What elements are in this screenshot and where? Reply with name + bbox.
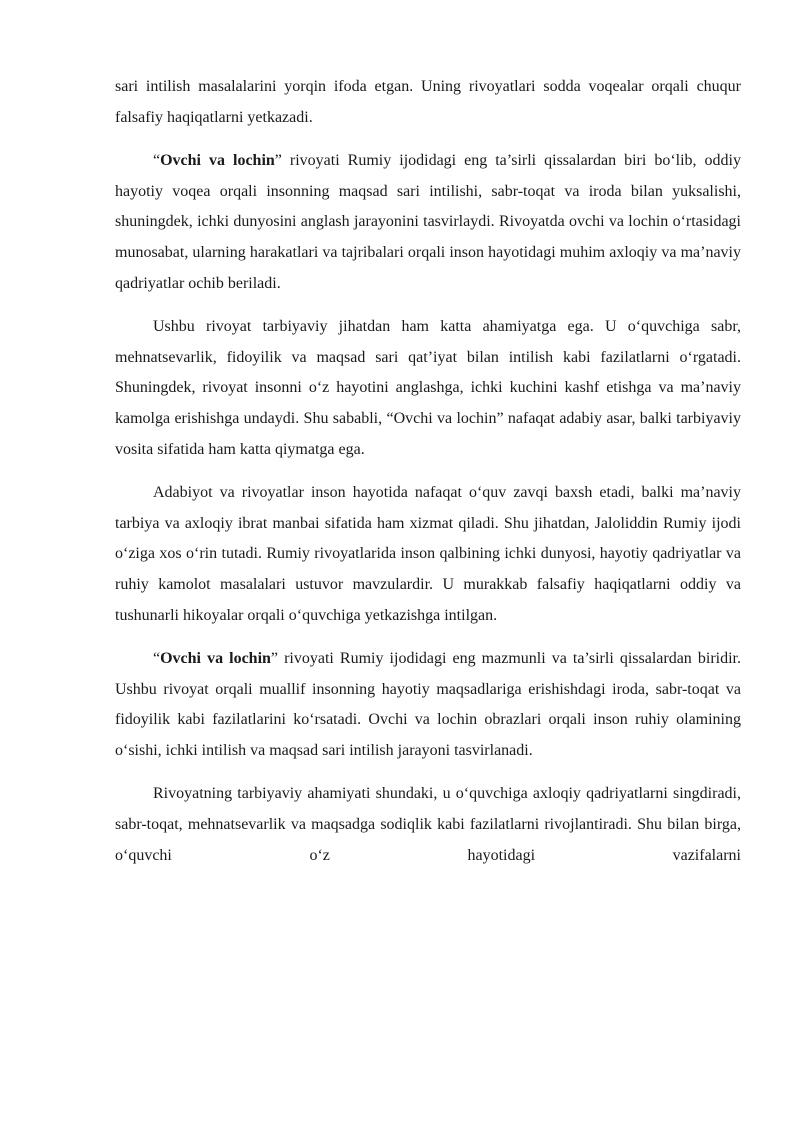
paragraph-text: rivoyati Rumiy ijodidagi eng ta’sirli qissalardan biri bo‘lib, oddiy hayotiy voqea orqali insonning maqsad sari intilishi, sabr-toqat va iroda bilan yuksalishi, shuningdek, ichki dunyosini anglash jarayonini tasvirlaydi. Rivoyatda ovchi va lochin o‘rtasidagi munosabat, ularning harakatlari va tajribalari orqali inson hayotidagi muhim axloqiy va ma’naviy qadriyatlar ochib beriladi. bbox=[115, 152, 741, 292]
document-page bbox=[115, 72, 741, 884]
paragraph-text: rivoyati Rumiy ijodidagi eng mazmunli va ta’sirli qissalardan biridir. Ushbu rivoyat orqali muallif insonning hayotiy maqsadlariga erishishdagi iroda, sabr-toqat va fidoyilik kabi fazilatlarini ko‘rsatadi. Ovchi va lochin obrazlari orqali inson ruhiy olamining o‘sishi, ichki intilish va maqsad sari intilish jarayoni tasvirlanadi. bbox=[115, 650, 741, 759]
close-quote: ” bbox=[274, 152, 282, 170]
paragraph-text: Rivoyatning tarbiyaviy ahamiyati shundaki, u o‘quvchiga axloqiy qadriyatlarni singdiradi, sabr-toqat, mehnatsevarlik va maqsadga sodiqlik kabi fazilatlarni rivojlantiradi. Shu bilan birga, o‘quvchi o‘z hayotidagi vazifalarni bbox=[115, 785, 741, 864]
paragraph-story-significance bbox=[115, 779, 741, 871]
paragraph-educational-value bbox=[115, 312, 741, 465]
paragraph-literature-role bbox=[115, 478, 741, 631]
close-quote: ” bbox=[270, 650, 279, 668]
paragraph-story-intro bbox=[115, 146, 741, 299]
paragraph-story-meaning bbox=[115, 644, 741, 766]
paragraph-text: Ushbu rivoyat tarbiyaviy jihatdan ham katta ahamiyatga ega. U o‘quvchiga sabr, mehnatsevarlik, fidoyilik va maqsad sari qat’iyat bilan intilish kabi fazilatlarni o‘rgatadi. Shuningdek, rivoyat insonni o‘z hayotini anglashga, ichki kuchini kashf etishga va ma’naviy kamolga erishishga undaydi. Shu sababli, “Ovchi va lochin” nafaqat adabiy asar, balki tarbiyaviy vosita sifatida ham katta qiymatga ega. bbox=[115, 318, 741, 458]
open-quote: “ bbox=[153, 152, 161, 170]
paragraph-text: sari intilish masalalarini yorqin ifoda etgan. Uning rivoyatlari sodda voqealar orqali chuqur falsafiy haqiqatlarni yetkazadi. bbox=[115, 78, 741, 126]
open-quote: “ bbox=[153, 650, 161, 668]
paragraph-continuation bbox=[115, 72, 741, 133]
story-title-bold: Ovchi va lochin bbox=[160, 650, 271, 668]
paragraph-text: Adabiyot va rivoyatlar inson hayotida nafaqat o‘quv zavqi baxsh etadi, balki ma’naviy tarbiya va axloqiy ibrat manbai sifatida ham xizmat qiladi. Shu jihatdan, Jaloliddin Rumiy ijodi o‘ziga xos o‘rin tutadi. Rumiy rivoyatlarida inson qalbining ichki dunyosi, hayotiy qadriyatlar va ruhiy kamolot masalalari ustuvor mavzulardir. U murakkab falsafiy haqiqatlarni oddiy va tushunarli hikoyalar orqali o‘quvchiga yetkazishga intilgan. bbox=[115, 484, 741, 624]
story-title-bold: Ovchi va lochin bbox=[160, 152, 275, 170]
